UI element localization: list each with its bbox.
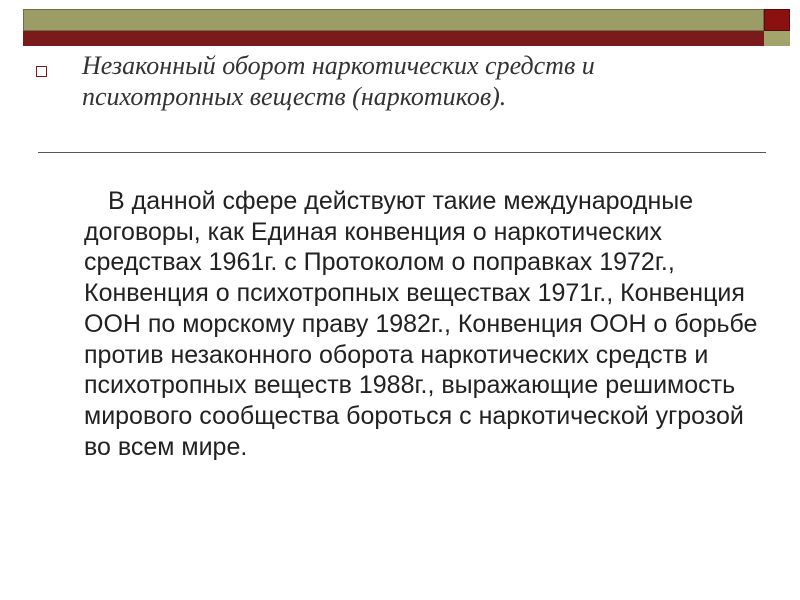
square-bullet-icon	[36, 66, 47, 77]
divider-line	[38, 152, 766, 153]
slide-heading: Незаконный оборот наркотических средств и психотропных веществ (наркотиков).	[82, 51, 595, 111]
corner-square-red	[764, 9, 790, 31]
corner-square-olive	[764, 31, 790, 46]
header-bar-olive	[23, 9, 764, 31]
body-paragraph: В данной сфере действуют такие международные договоры, как Единая конвенция о наркотических средствах 1961г. с Протоколом о поправках 1972г., Конвенция о психотропных веществах 1971г., Конвенция ООН по морскому праву 1982г., Конвенция ООН о борьбе против незаконного оборота наркотических средств и психотропных веществ 1988г., выражающие решимость мирового сообщества бороться с наркотической угрозой во всем мире.	[84, 187, 758, 461]
header-bar-maroon	[23, 31, 764, 46]
